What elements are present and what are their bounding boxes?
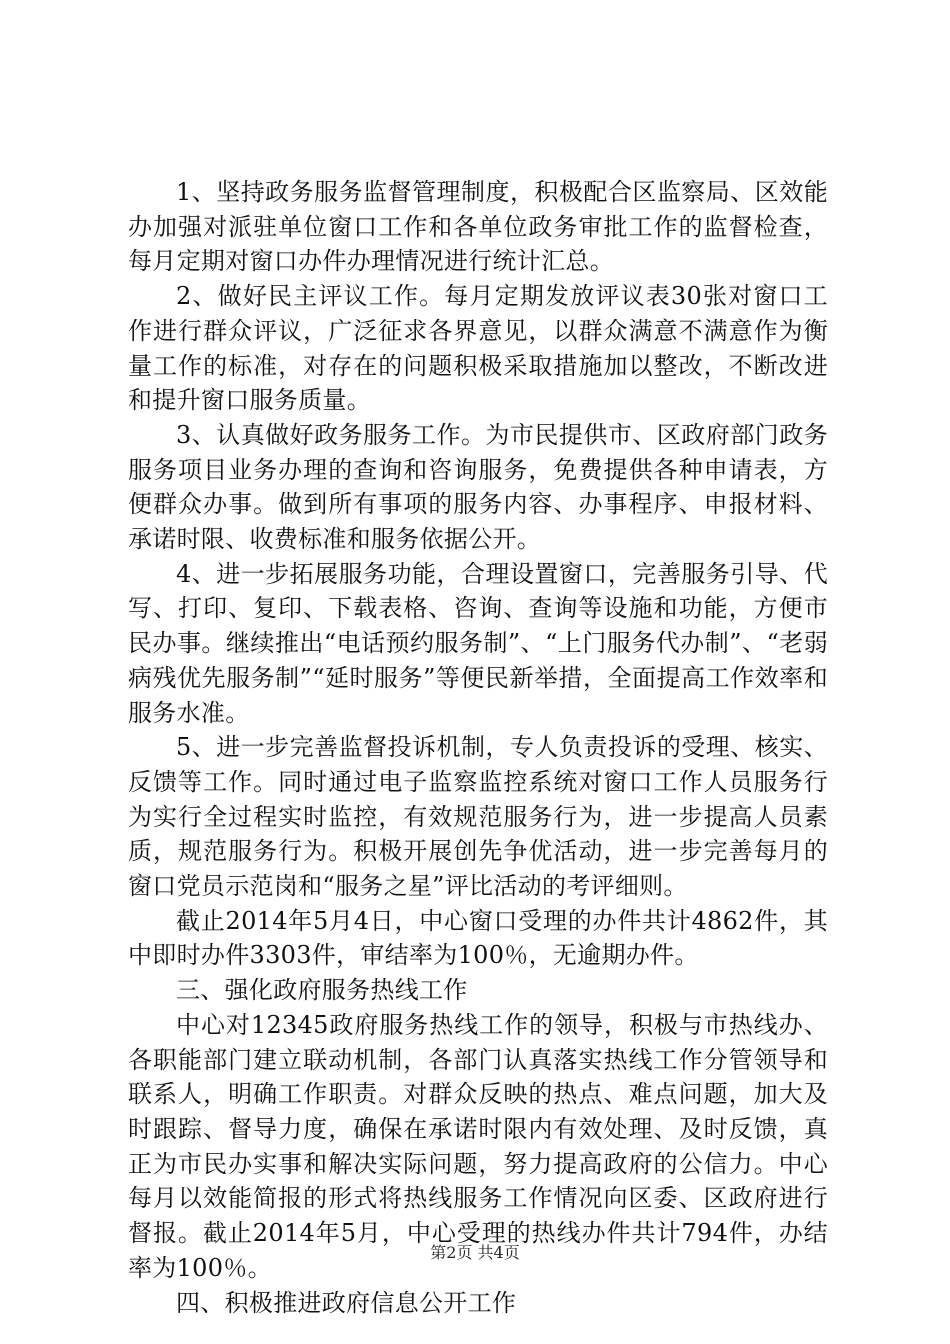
section-heading-hotline: 三、强化政府服务热线工作 (176, 976, 468, 1005)
page-footer (0, 1243, 950, 1263)
section-heading-info-disclosure: 四、积极推进政府信息公开工作 (176, 1288, 517, 1317)
paragraph-item-3: 3、认真做好政务服务工作。为市民提供市、区政府部门政务服务项目业务办理的查询和咨询服务，免费提供各种申请表，方便群众办事。做到所有事项的服务内容、办事程序、申报材料、承诺时限、收费标准和服务依据公开。 (128, 420, 828, 554)
statistics-paragraph: 截止2014年5月4日，中心窗口受理的办件共计4862件，其中即时办件3303件，审结率为100％，无逾期办件。 (128, 906, 828, 970)
paragraph-item-5: 5、进一步完善监督投诉机制，专人负责投诉的受理、核实、反馈等工作。同时通过电子监察监控系统对窗口工作人员服务行为实行全过程实时监控，有效规范服务行为，进一步提高人员素质，规范服务行为。积极开展创先争优活动，进一步完善每月的窗口党员示范岗和“服务之星”评比活动的考评细则。 (128, 733, 828, 901)
paragraph-item-2: 2、做好民主评议工作。每月定期发放评议表30张对窗口工作进行群众评议，广泛征求各界意见，以群众满意不满意作为衡量工作的标准，对存在的问题积极采取措施加以整改，不断改进和提升窗口服务质量。 (128, 282, 828, 415)
page-number-label: 第2页 共4页 (430, 1243, 520, 1262)
hotline-paragraph: 中心对12345政府服务热线工作的领导，积极与市热线办、各职能部门建立联动机制，各部门认真落实热线工作分管领导和联系人，明确工作职责。对群众反映的热点、难点问题，加大及时跟踪、督导力度，确保在承诺时限内有效处理、及时反馈，真正为市民办实事和解决实际问题，努力提高政府的公信力。中心每月以效能简报的形式将热线服务工作情况向区委、区政府进行督报。截止2014年5月，中心受理的热线办件共计794件，办结率为100％。 (128, 1010, 828, 1282)
paragraph-item-4: 4、进一步拓展服务功能，合理设置窗口，完善服务引导、代写、打印、复印、下载表格、咨询、查询等设施和功能，方便市民办事。继续推出“电话预约服务制”、“上门服务代办制”、“老弱病残优先服务制”“延时服务”等便民新举措，全面提高工作效率和服务水准。 (128, 559, 828, 727)
paragraph-item-1: 1、坚持政务服务监督管理制度，积极配合区监察局、区效能办加强对派驻单位窗口工作和各单位政务审批工作的监督检查，每月定期对窗口办件办理情况进行统计汇总。 (128, 178, 828, 276)
document-body (128, 175, 828, 1320)
